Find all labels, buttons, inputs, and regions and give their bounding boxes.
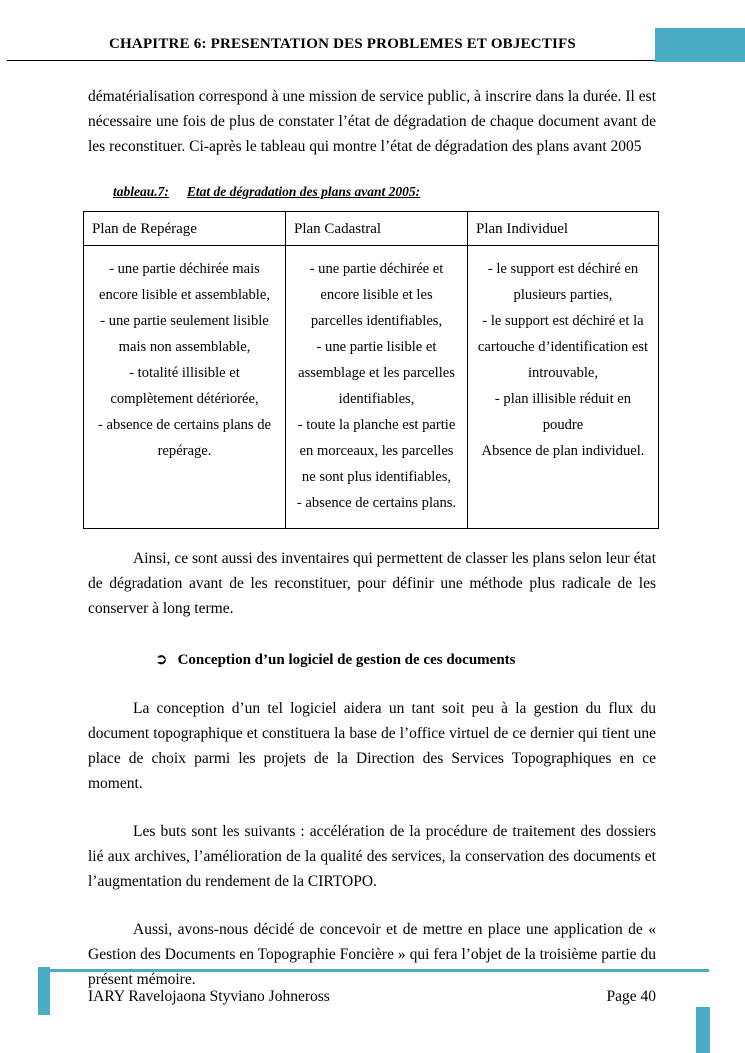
- paragraph-decision: Aussi, avons-nous décidé de concevoir et de mettre en place une application de « Gestion des Documents en Topographie Foncière » qui fera l’objet de la troisième partie du présent mémoire.: [88, 921, 656, 988]
- table-caption-text: Etat de dégradation des plans avant 2005:: [186, 184, 421, 199]
- paragraph-after-table: Ainsi, ce sont aussi des inventaires qui permettent de classer les plans selon leur état de dégradation avant de les reconstituer, pour définir une méthode plus radicale de les conserver à long terme.: [88, 550, 656, 617]
- footer-left-accent-bar: [38, 967, 50, 1015]
- section-heading-label: Conception d’un logiciel de gestion de ces documents: [177, 652, 516, 668]
- cell-item: - absence de certains plans de repérage.: [97, 417, 272, 459]
- table-header-plan-cadastral: Plan Cadastral: [286, 212, 468, 246]
- section-heading: [155, 647, 656, 673]
- cell-item: - le support est déchiré en plusieurs parties,: [487, 261, 639, 303]
- footer-page-number: Page 40: [606, 988, 656, 1005]
- cell-item: - absence de certains plans.: [296, 495, 457, 511]
- cell-item: - une partie déchirée et encore lisible et les parcelles identifiables,: [309, 261, 444, 329]
- footer-rule: [50, 969, 709, 972]
- table-header-plan-individuel: Plan Individuel: [468, 212, 659, 246]
- table-header-row: [84, 212, 659, 246]
- paragraph-intro: dématérialisation correspond à une mission de service public, à inscrire dans la durée. Il est nécessaire une fois de plus de constater l’état de dégradation de chaque document avant de les reconstituer. Ci-après le tableau qui montre l’état de dégradation des plans avant 2005: [88, 88, 656, 155]
- cell-item: - le support est déchiré et la cartouche d’identification est introuvable,: [477, 313, 649, 381]
- paragraph-conception: La conception d’un tel logiciel aidera un tant soit peu à la gestion du flux du document topographique et constituera la base de l’office virtuel de ce dernier qui tient une place de choix parmi les projets de la Direction des Services Topographiques en ce moment.: [88, 700, 656, 792]
- footer-author: IARY Ravelojaona Styviano Johneross: [88, 988, 330, 1005]
- arrow-bullet-icon: ➲: [155, 650, 168, 668]
- table-header-plan-reperage: Plan de Repérage: [84, 212, 286, 246]
- table-cell-plan-individuel: [468, 246, 659, 529]
- cell-item: - une partie lisible et assemblage et les parcelles identifiables,: [298, 339, 455, 407]
- page-content: [88, 84, 656, 992]
- cell-item: - une partie seulement lisible mais non assemblable,: [100, 313, 269, 355]
- cell-item: - toute la planche est partie en morceaux, les parcelles ne sont plus identifiables,: [297, 417, 456, 485]
- chapter-header-title: CHAPITRE 6: PRESENTATION DES PROBLEMES ET OBJECTIFS: [109, 36, 576, 52]
- footer: [88, 988, 656, 1006]
- cell-item: - plan illisible réduit en poudre: [494, 391, 632, 433]
- table-body-row: [84, 246, 659, 529]
- cell-item: - totalité illisible et complètement détériorée,: [110, 365, 259, 407]
- footer-right-accent-bar: [696, 1007, 710, 1053]
- degradation-table: [83, 211, 659, 529]
- table-caption-label: tableau.7:: [113, 184, 169, 199]
- table-cell-plan-cadastral: [286, 246, 468, 529]
- paragraph-goals: Les buts sont les suivants : accélération de la procédure de traitement des dossiers lié aux archives, l’amélioration de la qualité des services, la conservation des documents et l’augmentation du rendement de la CIRTOPO.: [88, 823, 656, 890]
- cell-item: - une partie déchirée mais encore lisible et assemblable,: [98, 261, 270, 303]
- cell-item: Absence de plan individuel.: [481, 443, 645, 459]
- table-caption: [113, 179, 656, 204]
- table-cell-plan-reperage: [84, 246, 286, 529]
- header-rule: [7, 60, 738, 61]
